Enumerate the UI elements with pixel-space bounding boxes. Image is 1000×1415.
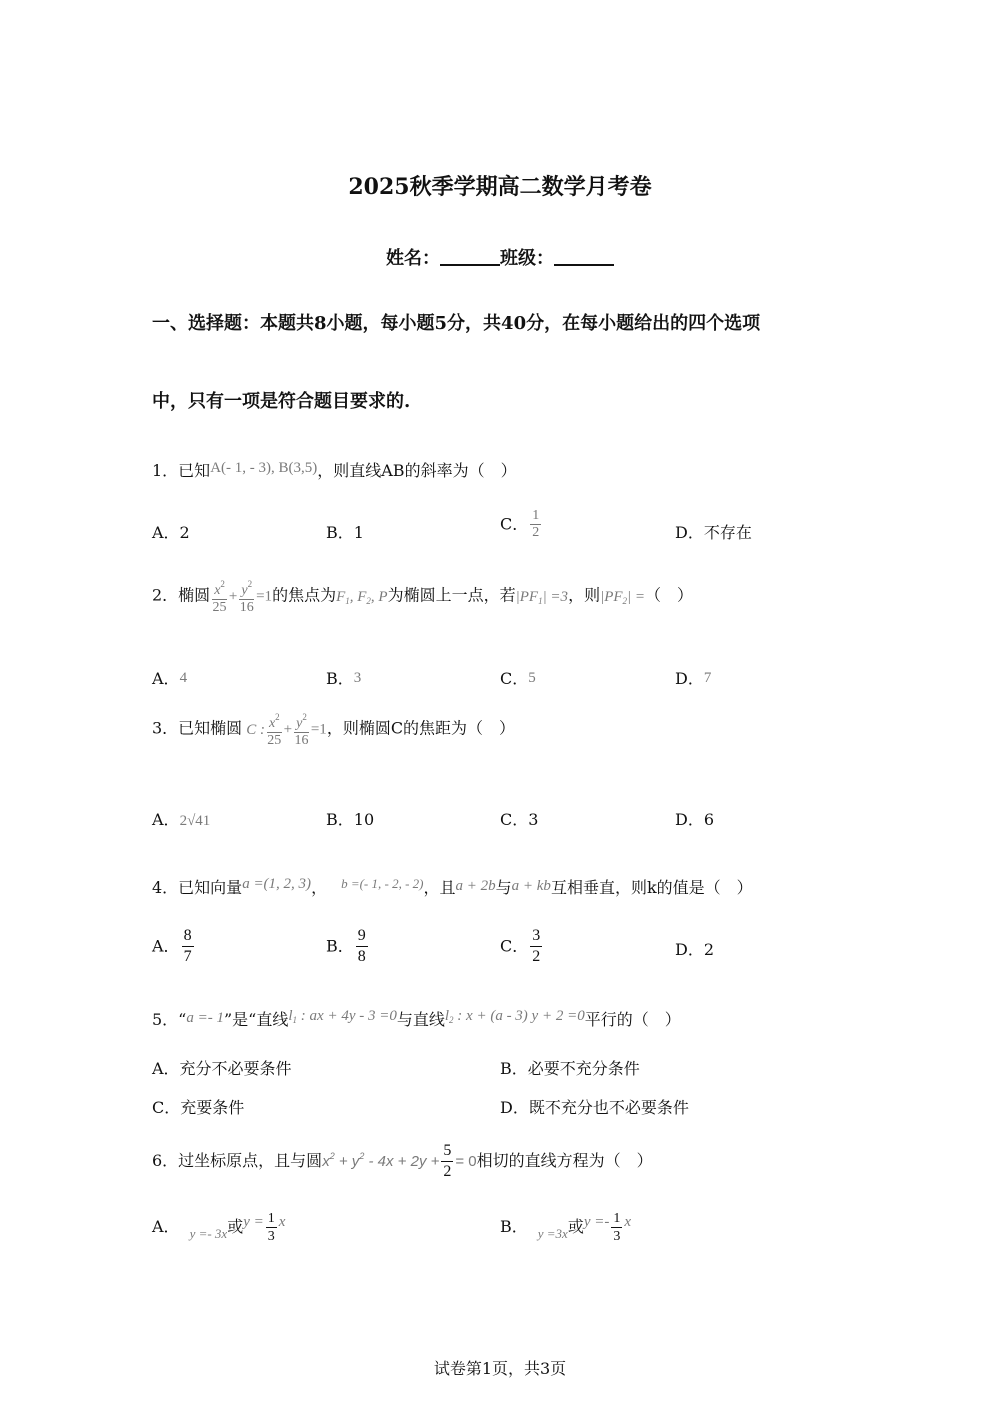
q1-option-a: A．2 (152, 523, 190, 542)
q4-vector-b: b =(- 1, - 2, - 2) (341, 876, 424, 891)
q3-option-d: D．6 (675, 810, 715, 829)
q4-a-fraction: $\frac{8}{7}$ (183, 927, 192, 965)
q2-pf1: $|PF_1| =3$ (515, 588, 569, 606)
q4-option-d: D．2 (675, 940, 715, 959)
q1-points: A(- 1, - 3), B(3,5) (210, 460, 318, 476)
q6-suffix: 相切的直线方程为（ ） (476, 1151, 653, 1170)
q4-mid2: ，且 (423, 878, 456, 897)
q4-vector-a: a =(1, 2, 3) (242, 876, 312, 892)
q1-c-den: 2 (532, 525, 540, 540)
q2-option-a: A．4 (152, 669, 188, 688)
q2-option-c: C．5 (500, 669, 536, 688)
q1-option-b: B．1 (326, 523, 364, 542)
question-6: 6．过坐标原点，且与圆$x^2 + y^2 - 4x + 2y$ + $\frac{5}{2}$ = 0相切的直线方程为（ ） (152, 1142, 653, 1180)
q5-mid2: 与直线 (396, 1010, 445, 1029)
q2-foci: $F_1$, $F_2$, P (336, 588, 388, 606)
q6-option-a: A． $_{y =- 3x}$或y = $\frac{1}{3}$ x (152, 1211, 286, 1244)
name-label: 姓名： (386, 248, 440, 269)
q2-mid3: ，则 (568, 585, 601, 605)
q1-prefix: 1．已知 (152, 461, 211, 480)
q2-prefix: 2．椭圆 (152, 585, 211, 605)
section-heading-line2: 中，只有一项是符合题目要求的. (152, 391, 411, 412)
q6-prefix: 6．过坐标原点，且与圆 (152, 1151, 323, 1170)
question-1 (152, 456, 517, 483)
q4-option-b: B． $\frac{9}{8}$ (326, 927, 366, 965)
q3-option-a: A．2√41 (152, 810, 211, 829)
q4-b-fraction: $\frac{9}{8}$ (357, 927, 366, 965)
class-label: 班级： (500, 248, 554, 269)
q2-suffix: （ ） (645, 585, 694, 605)
q4-prefix: 4．已知向量 (152, 878, 243, 897)
q3-option-c: C．3 (500, 810, 539, 829)
class-blank (554, 248, 614, 266)
q3-ellipse-y-term: $\frac{y^2}{16}$ (294, 709, 309, 749)
name-blank (440, 248, 500, 266)
q2-pf2: $|PF_2|$ = (600, 588, 646, 606)
q1-option-c-fraction (530, 508, 541, 541)
q5-option-a: A．充分不必要条件 (152, 1059, 292, 1078)
q5-line1: $l_1$ : ax + 4y - 3 =0 (288, 1008, 397, 1025)
q5-option-c: C．充要条件 (152, 1098, 245, 1117)
q1-c-num: 1 (532, 508, 540, 523)
q6-option-b: B． $_{y =3x}$或y =- $\frac{1}{3}$ x (500, 1211, 632, 1244)
question-2: 2．椭圆 $\frac{x^2}{25}$ + $\frac{y^2}{16}$ =1的焦点为$F_1$, $F_2$, P为椭圆上一点，若$|PF_1| =3$，则$|PF_2|$ =（ ） (152, 576, 693, 616)
question-3: 3．已知椭圆 C : $\frac{x^2}{25}$ + $\frac{y^2}{16}$ =1，则椭圆C的焦距为（ ） (152, 709, 515, 749)
q6-fraction: $\frac{5}{2}$ (443, 1142, 452, 1180)
page-title: 2025秋季学期高二数学月考卷 (348, 174, 652, 200)
q4-mid1: ， (311, 878, 328, 897)
q2-mid2: 为椭圆上一点，若 (387, 585, 516, 605)
q4-expr2: a + kb (511, 878, 551, 894)
question-5 (152, 1004, 681, 1032)
q5-option-b: B．必要不充分条件 (500, 1059, 640, 1078)
q5-option-d: D．既不充分也不必要条件 (500, 1098, 689, 1117)
q3-ellipse-x-term: $\frac{x^2}{25}$ (267, 709, 282, 749)
q3-suffix: ，则椭圆C的焦距为（ ） (326, 718, 516, 738)
q4-option-c: C． $\frac{3}{2}$ (500, 927, 541, 965)
student-info-line (0, 244, 1000, 270)
q2-option-b: B．3 (326, 669, 362, 688)
q2-option-d: D．7 (675, 669, 712, 688)
q4-mid3: 与 (495, 878, 512, 897)
q6-circle-equation: $x^2 + y^2 - 4x + 2y$ + (322, 1151, 440, 1170)
q4-suffix: 互相垂直，则k的值是（ ） (550, 878, 753, 897)
q1-option-c-label: C． (500, 514, 529, 534)
q5-mid1: ”是“直线 (224, 1010, 289, 1029)
q2-ellipse-x-term: $\frac{x^2}{25}$ (212, 576, 227, 616)
q2-mid1: 的焦点为 (272, 585, 337, 605)
section-heading-line1: 一、选择题：本题共8小题，每小题5分，共40分，在每小题给出的四个选项 (152, 313, 761, 334)
q5-line2: $l_2$ : x + (a - 3) y + 2 =0 (444, 1008, 585, 1025)
page-footer: 试卷第1页，共3页 (433, 1359, 567, 1378)
q2-ellipse-y-term: $\frac{y^2}{16}$ (239, 576, 254, 616)
q4-c-fraction: $\frac{3}{2}$ (532, 927, 541, 965)
q1-option-c (500, 508, 543, 541)
q5-condition: a =- 1 (186, 1010, 224, 1026)
q3-option-b: B．10 (326, 810, 375, 829)
q3-prefix: 3．已知椭圆 (152, 718, 243, 738)
q5-suffix: 平行的（ ） (584, 1010, 681, 1029)
q4-option-a: A． $\frac{8}{7}$ (152, 927, 192, 965)
q5-prefix: 5．“ (152, 1010, 187, 1029)
q4-expr1: a + 2b (455, 878, 496, 894)
q1-option-d: D．不存在 (675, 523, 752, 542)
q1-suffix: ，则直线AB的斜率为（ ） (317, 461, 517, 480)
q3-ellipse-name: C : (246, 721, 265, 738)
question-4 (152, 872, 753, 900)
